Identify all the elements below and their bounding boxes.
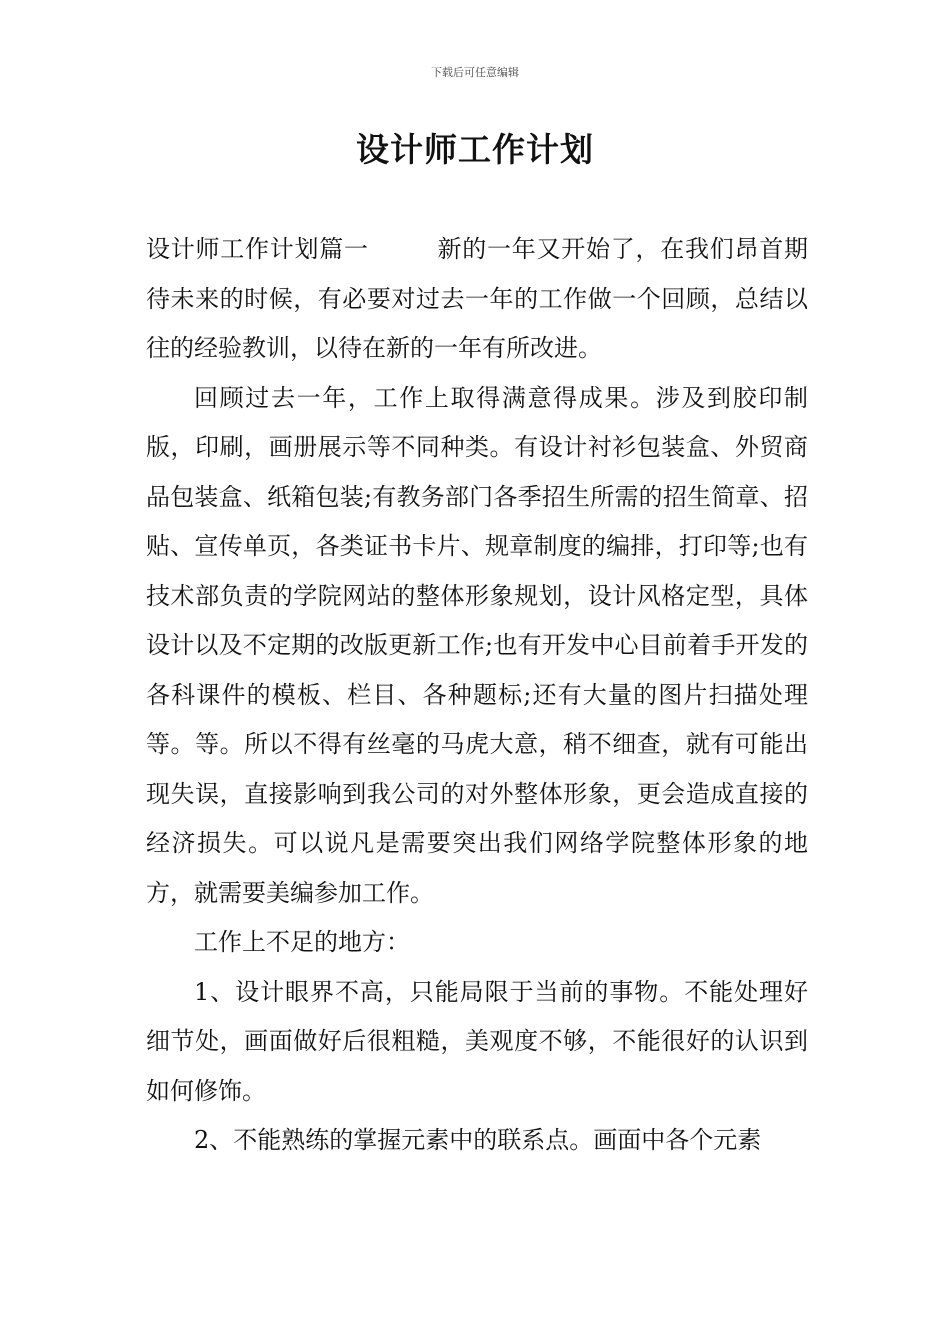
document-title: 设计师工作计划: [356, 130, 594, 169]
document-body: [146, 225, 808, 1166]
paragraph-review: 回顾过去一年，工作上取得满意得成果。涉及到胶印制版，印刷，画册展示等不同种类。有设计衬衫包装盒、外贸商品包装盒、纸箱包装;有教务部门各季招生所需的招生简章、招贴、宣传单页，各类证书卡片、规章制度的编排，打印等;也有技术部负责的学院网站的整体形象规划，设计风格定型，具体设计以及不定期的改版更新工作;也有开发中心目前着手开发的各科课件的模板、栏目、各种题标;还有大量的图片扫描处理等。等。所以不得有丝毫的马虎大意，稍不细查，就有可能出现失误，直接影响到我公司的对外整体形象，更会造成直接的经济损失。可以说凡是需要突出我们网络学院整体形象的地方，就需要美编参加工作。: [146, 383, 808, 907]
paragraph-shortcomings-heading: 工作上不足的地方：: [194, 928, 410, 956]
header-note: 下载后可任意编辑: [431, 66, 519, 79]
section-heading: 设计师工作计划篇一: [146, 235, 369, 263]
paragraph-item-2: 2、不能熟练的掌握元素中的联系点。画面中各个元素: [194, 1126, 762, 1154]
paragraph-item-1: 1、设计眼界不高，只能局限于当前的事物。不能处理好细节处，画面做好后很粗糙，美观度不够，不能很好的认识到如何修饰。: [146, 977, 808, 1105]
paragraph-intro: [146, 225, 808, 374]
paragraph-text: 新的一年又开始了，在我们昂首期待未来的时候，有必要对过去一年的工作做一个回顾，总结以往的经验教训，以待在新的一年有所改进。: [146, 235, 808, 362]
